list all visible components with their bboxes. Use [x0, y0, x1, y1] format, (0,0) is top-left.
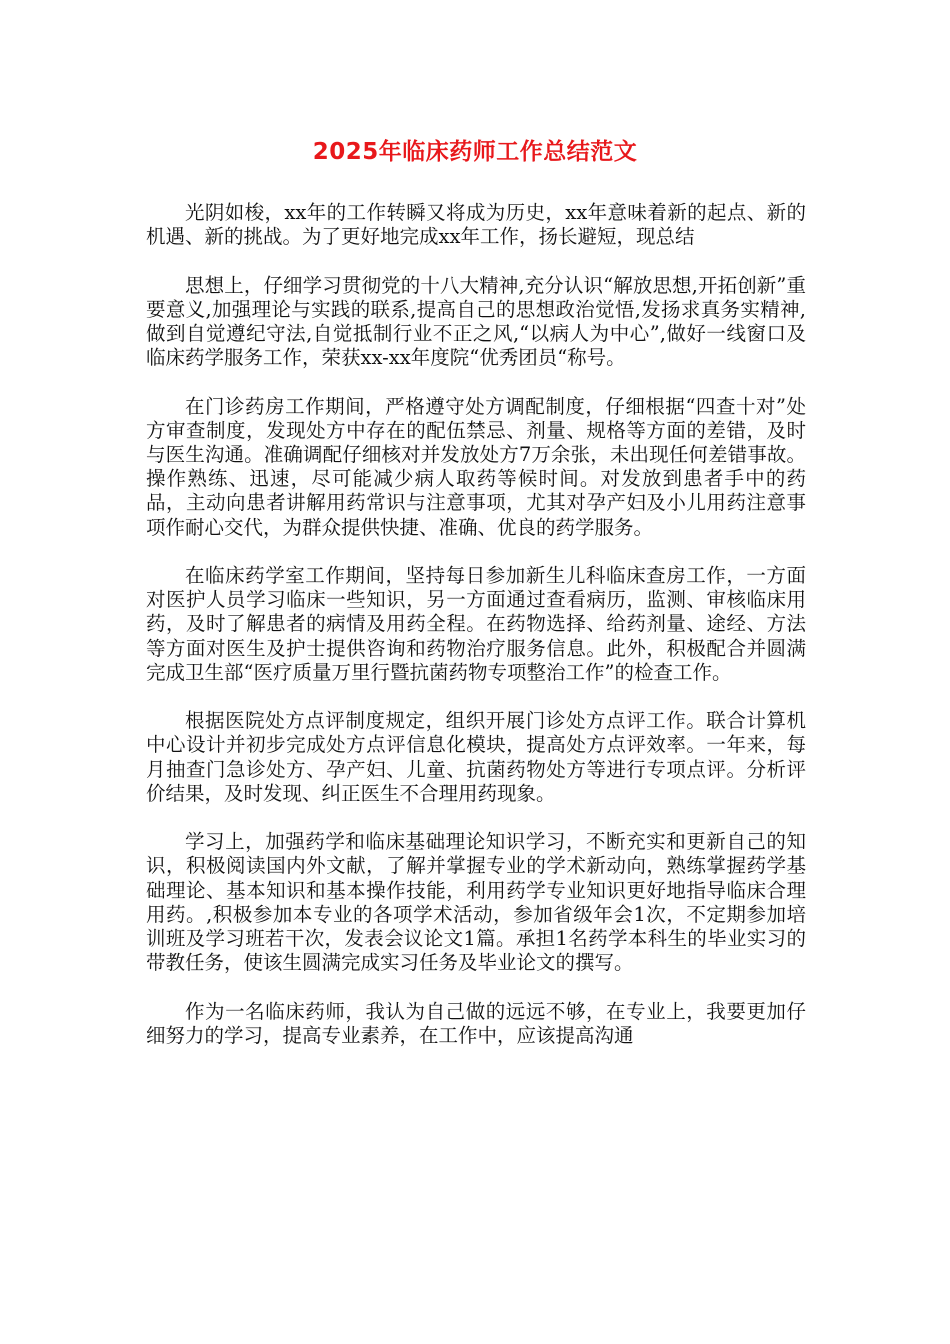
paragraph-5: 根据医院处方点评制度规定，组织开展门诊处方点评工作。联合计算机中心设计并初步完成处方点评信息化模块，提高处方点评效率。一年来，每月抽查门急诊处方、孕产妇、儿童、抗菌药物处方等进行专项点评。分析评价结果，及时发现、纠正医生不合理用药现象。: [146, 709, 806, 805]
paragraph-4: 在临床药学室工作期间，坚持每日参加新生儿科临床查房工作，一方面对医护人员学习临床一些知识，另一方面通过查看病历，监测、审核临床用药，及时了解患者的病情及用药全程。在药物选择、给药剂量、途经、方法等方面对医生及护士提供咨询和药物治疗服务信息。此外，积极配合并圆满完成卫生部“医疗质量万里行暨抗菌药物专项整治工作”的检查工作。: [146, 564, 806, 684]
paragraph-2: 思想上，仔细学习贯彻党的十八大精神,充分认识“解放思想,开拓创新”重要意义,加强理论与实践的联系,提高自己的思想政治觉悟,发扬求真务实精神,做到自觉遵纪守法,自觉抵制行业不正之风,“以病人为中心”,做好一线窗口及临床药学服务工作，荣获xx-xx年度院“优秀团员“称号。: [146, 273, 806, 370]
paragraph-6: 学习上，加强药学和临床基础理论知识学习，不断充实和更新自己的知识，积极阅读国内外文献，了解并掌握专业的学术新动向，熟练掌握药学基础理论、基本知识和基本操作技能，利用药学专业知识更好地指导临床合理用药。,积极参加本专业的各项学术活动，参加省级年会1次，不定期参加培训班及学习班若干次，发表会议论文1篇。承担1名药学本科生的毕业实习的带教任务，使该生圆满完成实习任务及毕业论文的撰写。: [146, 830, 806, 975]
paragraph-7: 作为一名临床药师，我认为自己做的远远不够，在专业上，我要更加仔细努力的学习，提高专业素养，在工作中，应该提高沟通: [146, 999, 806, 1047]
paragraph-1: 光阴如梭，xx年的工作转瞬又将成为历史，xx年意味着新的起点、新的机遇、新的挑战。为了更好地完成xx年工作，扬长避短，现总结: [146, 201, 806, 249]
document-body: [146, 201, 806, 1072]
document-title: 2025年临床药师工作总结范文: [312, 139, 638, 165]
paragraph-3: 在门诊药房工作期间，严格遵守处方调配制度，仔细根据“四查十对”处方审查制度，发现处方中存在的配伍禁忌、剂量、规格等方面的差错，及时与医生沟通。准确调配仔细核对并发放处方7万余张，未出现任何差错事故。操作熟练、迅速，尽可能减少病人取药等候时间。对发放到患者手中的药品，主动向患者讲解用药常识与注意事项，尤其对孕产妇及小儿用药注意事项作耐心交代，为群众提供快捷、准确、优良的药学服务。: [146, 394, 806, 539]
